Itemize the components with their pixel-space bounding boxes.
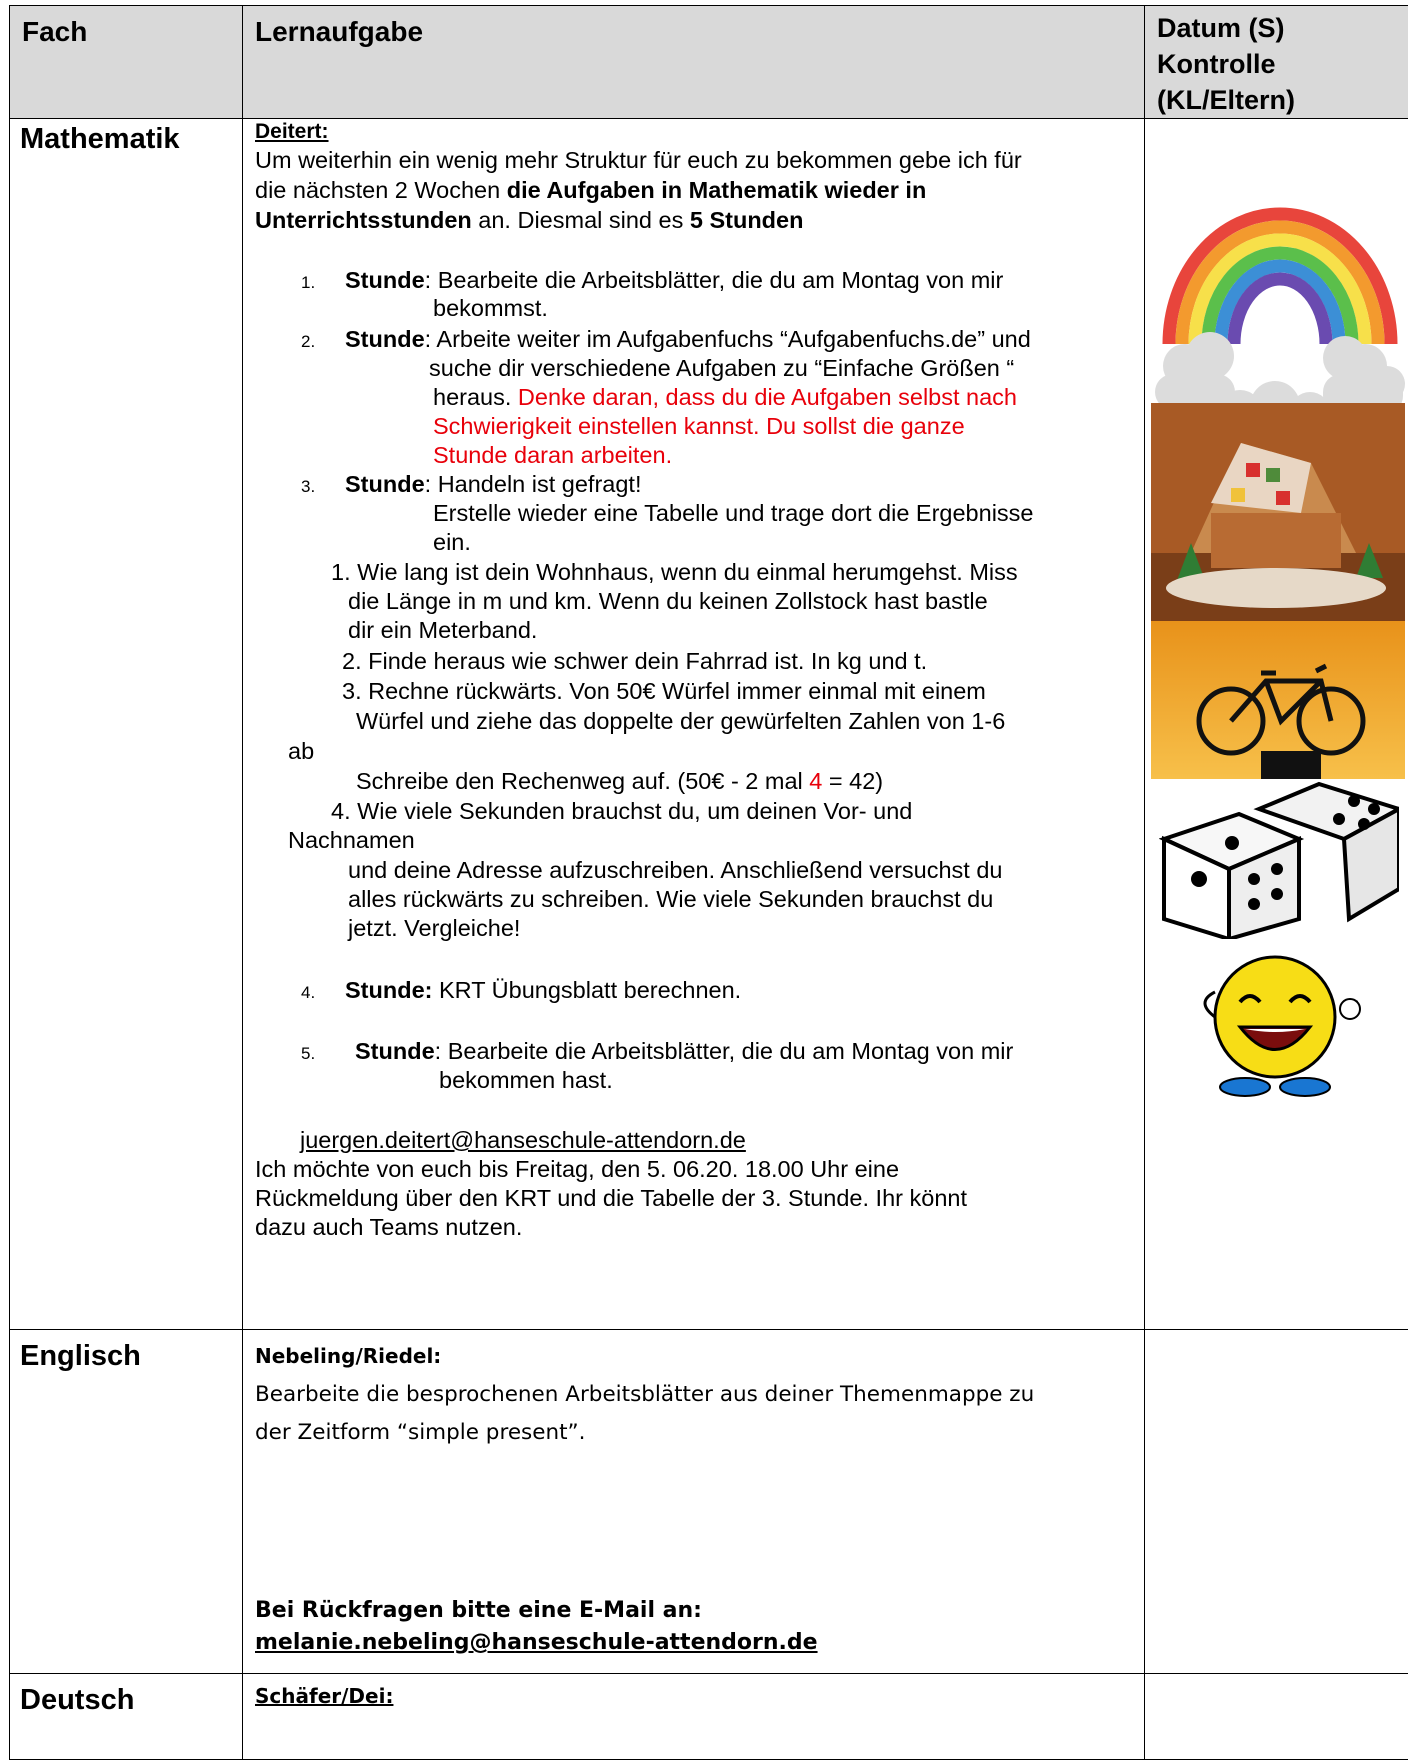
- stunde-3-cont: Erstelle wieder eine Tabelle und trage dort die Ergebnisse: [433, 498, 1034, 528]
- gingerbread-house-photo: [1151, 403, 1405, 621]
- task-item-cont: Nachnamen: [288, 825, 415, 855]
- email-link[interactable]: melanie.nebeling@hanseschule-attendorn.de: [255, 1630, 818, 1655]
- englisch-control-cell: [1145, 1330, 1408, 1674]
- deutsch-control-cell: [1145, 1674, 1408, 1760]
- stunde-3-cont: ein.: [433, 527, 471, 557]
- task-item: 1. Wie lang ist dein Wohnhaus, wenn du einmal herumgehst. Miss: [331, 557, 1018, 587]
- task-item-cont: dir ein Meterband.: [348, 615, 537, 645]
- task-line: der Zeitform “simple present”.: [255, 1420, 586, 1445]
- note-line: Rückmeldung über den KRT und die Tabelle der 3. Stunde. Ihr könnt: [255, 1183, 967, 1213]
- stunde-1: 1. Stunde: Bearbeite die Arbeitsblätter, die du am Montag von mir: [301, 265, 1003, 298]
- math-subject-cell: [10, 119, 243, 1330]
- task-item-cont: alles rückwärts zu schreiben. Wie viele Sekunden brauchst du: [348, 884, 993, 914]
- englisch-subject-cell: [10, 1330, 243, 1674]
- stunde-5: 5. Stunde: Bearbeite die Arbeitsblätter, die du am Montag von mir: [301, 1036, 1013, 1069]
- deutsch-task-cell: [243, 1674, 1145, 1760]
- intro-line: Um weiterhin ein wenig mehr Struktur für euch zu bekommen gebe ich für: [255, 145, 1022, 175]
- task-item-cont: die Länge in m und km. Wenn du keinen Zollstock hast bastle: [348, 586, 988, 616]
- stunde-5-cont: bekommen hast.: [439, 1065, 613, 1095]
- stunde-3: 3. Stunde: Handeln ist gefragt!: [301, 469, 642, 502]
- task-item-cont: Würfel und ziehe das doppelte der gewürfelten Zahlen von 1-6: [356, 706, 1005, 736]
- subject-label: Englisch: [10, 1330, 242, 1373]
- deutsch-row: [10, 1674, 1408, 1760]
- header-row: [10, 6, 1408, 119]
- task-item: 2. Finde heraus wie schwer dein Fahrrad ist. In kg und t.: [342, 646, 927, 676]
- stunde-2-cont: heraus. Denke daran, dass du die Aufgaben selbst nach: [433, 382, 1017, 412]
- stunde-4: 4. Stunde: KRT Übungsblatt berechnen.: [301, 975, 741, 1008]
- intro-line: Unterrichtsstunden an. Diesmal sind es 5 Stunden: [255, 205, 803, 235]
- task-item-cont: Schreibe den Rechenweg auf. (50€ - 2 mal 4 = 42): [356, 766, 883, 796]
- task-item: 3. Rechne rückwärts. Von 50€ Würfel immer einmal mit einem: [342, 676, 986, 706]
- dice-icon: [1159, 779, 1399, 939]
- contact-line: Bei Rückfragen bitte eine E-Mail an:: [255, 1598, 702, 1623]
- teacher-name: Schäfer/Dei:: [255, 1684, 393, 1708]
- note-line: dazu auch Teams nutzen.: [255, 1212, 522, 1242]
- header-kontrolle-line2: Kontrolle: [1157, 46, 1408, 82]
- email-link[interactable]: juergen.deitert@hanseschule-attendorn.de: [300, 1125, 746, 1155]
- header-lernaufgabe: Lernaufgabe: [243, 6, 1145, 119]
- math-row: [10, 119, 1408, 1330]
- teacher-name: Deitert:: [255, 117, 329, 147]
- englisch-row: [10, 1330, 1408, 1674]
- math-task-cell: [243, 119, 1145, 1330]
- smiley-icon: [1185, 947, 1365, 1097]
- task-item-cont: und deine Adresse aufzuschreiben. Anschließend versuchst du: [348, 855, 1003, 885]
- stunde-1-cont: bekommst.: [433, 293, 548, 323]
- subject-label: Mathematik: [10, 119, 242, 156]
- subject-label: Deutsch: [10, 1674, 242, 1717]
- note-line: Ich möchte von euch bis Freitag, den 5. 06.20. 18.00 Uhr eine: [255, 1154, 899, 1184]
- deutsch-subject-cell: [10, 1674, 243, 1760]
- lernplan-table: [9, 5, 1408, 1760]
- header-fach: Fach: [10, 6, 243, 119]
- math-control-cell: [1145, 119, 1408, 1330]
- stunde-2-hint: Stunde daran arbeiten.: [433, 440, 672, 470]
- teacher-name: Nebeling/Riedel:: [255, 1344, 441, 1368]
- englisch-task-cell: [243, 1330, 1145, 1674]
- rainbow-icon: [1155, 144, 1405, 444]
- task-item-cont: jetzt. Vergleiche!: [348, 913, 520, 943]
- header-kontrolle: [1145, 6, 1408, 119]
- task-item-cont: ab: [288, 736, 314, 766]
- stunde-2-cont: suche dir verschiedene Aufgaben zu “Einfache Größen “: [429, 353, 1014, 383]
- task-item: 4. Wie viele Sekunden brauchst du, um deinen Vor- und: [331, 796, 912, 826]
- intro-line: die nächsten 2 Wochen die Aufgaben in Mathematik wieder in: [255, 175, 926, 205]
- stunde-2: 2. Stunde: Arbeite weiter im Aufgabenfuchs “Aufgabenfuchs.de” und: [301, 324, 1031, 357]
- bicycle-sunset-photo: [1151, 621, 1405, 779]
- task-line: Bearbeite die besprochenen Arbeitsblätter aus deiner Themenmappe zu: [255, 1382, 1034, 1407]
- header-kontrolle-line3: (KL/Eltern): [1157, 82, 1408, 118]
- stunde-2-hint: Schwierigkeit einstellen kannst. Du sollst die ganze: [433, 411, 965, 441]
- header-kontrolle-line1: Datum (S): [1157, 10, 1408, 46]
